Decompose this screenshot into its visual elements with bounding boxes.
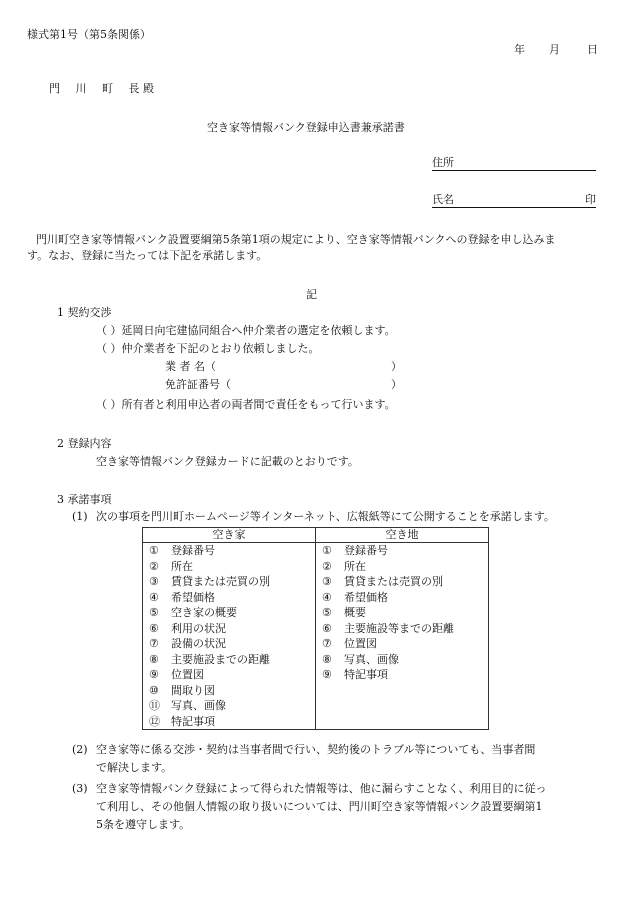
list-item: ⑫ 特記事項 xyxy=(149,714,215,728)
date-year: 年 xyxy=(514,43,525,56)
disclosure-table xyxy=(142,527,489,730)
date-day: 日 xyxy=(587,43,598,56)
list-item: ⑥ 主要施設等までの距離 xyxy=(322,621,454,635)
section3-heading: 3 承諾事項 xyxy=(57,493,112,506)
vacant-land-list xyxy=(316,543,489,730)
list-item: ③ 賃貸または売買の別 xyxy=(322,575,443,588)
list-item: ④ 希望価格 xyxy=(149,590,215,604)
license-number-close: ） xyxy=(391,378,402,391)
list-item: ④ 希望価格 xyxy=(322,590,388,604)
license-number-label: 免許証番号（ xyxy=(165,378,231,391)
list-item: ⑨ 位置図 xyxy=(149,668,204,681)
addressee-honorific: 殿 xyxy=(143,82,154,95)
item1-text: 次の事項を門川町ホームページ等インターネット、広報紙等にて公開することを承諾します。 xyxy=(96,510,555,523)
item2-line-1: 空き家等に係る交渉・契約は当事者間で行い、契約後のトラブル等についても、当事者間 xyxy=(96,743,536,756)
list-item: ① 登録番号 xyxy=(322,544,388,557)
list-item: ⑤ 概要 xyxy=(322,606,366,619)
header-vacant-land: 空き地 xyxy=(316,528,489,543)
item3-line-2: て利用し、その他個人情報の取り扱いについては、門川町空き家等情報バンク設置要綱第1 xyxy=(96,800,543,813)
list-item: ⑩ 間取り図 xyxy=(149,683,215,697)
list-item: ⑥ 利用の状況 xyxy=(149,621,226,635)
list-item: ② 所在 xyxy=(149,559,193,573)
list-item: ⑦ 設備の状況 xyxy=(149,637,226,650)
item3-number: (3) xyxy=(72,782,88,795)
date-month: 月 xyxy=(549,43,560,56)
option-broker-requested[interactable]: （ ）仲介業者を下記のとおり依頼しました。 xyxy=(96,342,320,355)
list-item: ⑨ 特記事項 xyxy=(322,668,388,681)
section2-heading: 2 登録内容 xyxy=(57,437,112,450)
addressee-name: 門 川 町 長 xyxy=(49,82,146,95)
vacant-house-list xyxy=(143,543,316,730)
seal-mark: 印 xyxy=(585,193,596,206)
address-label: 住所 xyxy=(432,156,454,169)
document-title: 空き家等情報バンク登録申込書兼承諾書 xyxy=(207,121,405,134)
broker-name-close: ） xyxy=(391,360,402,373)
list-item: ⑤ 空き家の概要 xyxy=(149,606,237,619)
header-vacant-house: 空き家 xyxy=(143,528,316,543)
list-item: ① 登録番号 xyxy=(149,544,215,557)
option-parties-responsible[interactable]: （ ）所有者と利用申込者の両者間で責任をもって行います。 xyxy=(96,398,396,411)
option-delegate-selection[interactable]: （ ）延岡日向宅建協同組合へ仲介業者の選定を依頼します。 xyxy=(96,324,396,337)
name-field[interactable] xyxy=(432,193,596,208)
intro-line-1: 門川町空き家等情報バンク設置要綱第5条第1項の規定により、空き家等情報バンクへの登録を申し込みま xyxy=(36,233,556,246)
section2-text: 空き家等情報バンク登録カードに記載のとおりです。 xyxy=(96,455,359,468)
list-item: ⑦ 位置図 xyxy=(322,637,377,650)
list-item: ⑪ 写真、画像 xyxy=(149,699,226,712)
item3-line-3: 5条を遵守します。 xyxy=(96,818,191,831)
address-field[interactable] xyxy=(432,156,596,171)
section1-heading: 1 契約交渉 xyxy=(57,306,112,319)
item2-number: (2) xyxy=(72,743,88,756)
list-item: ③ 賃貸または売買の別 xyxy=(149,575,270,588)
list-item: ② 所在 xyxy=(322,559,366,573)
ki-heading: 記 xyxy=(306,288,317,301)
form-number: 様式第1号（第5条関係） xyxy=(27,28,151,41)
name-label: 氏名 xyxy=(432,193,454,206)
broker-name-label: 業 者 名（ xyxy=(165,360,216,373)
list-item: ⑧ 写真、画像 xyxy=(322,652,399,666)
intro-line-2: す。なお、登録に当たっては下記を承諾します。 xyxy=(27,249,268,262)
list-item: ⑧ 主要施設までの距離 xyxy=(149,652,270,666)
item1-number: (1) xyxy=(72,510,88,523)
item3-line-1: 空き家等情報バンク登録によって得られた情報等は、他に漏らすことなく、利用目的に従っ xyxy=(96,782,547,795)
item2-line-2: で解決します。 xyxy=(96,761,173,774)
